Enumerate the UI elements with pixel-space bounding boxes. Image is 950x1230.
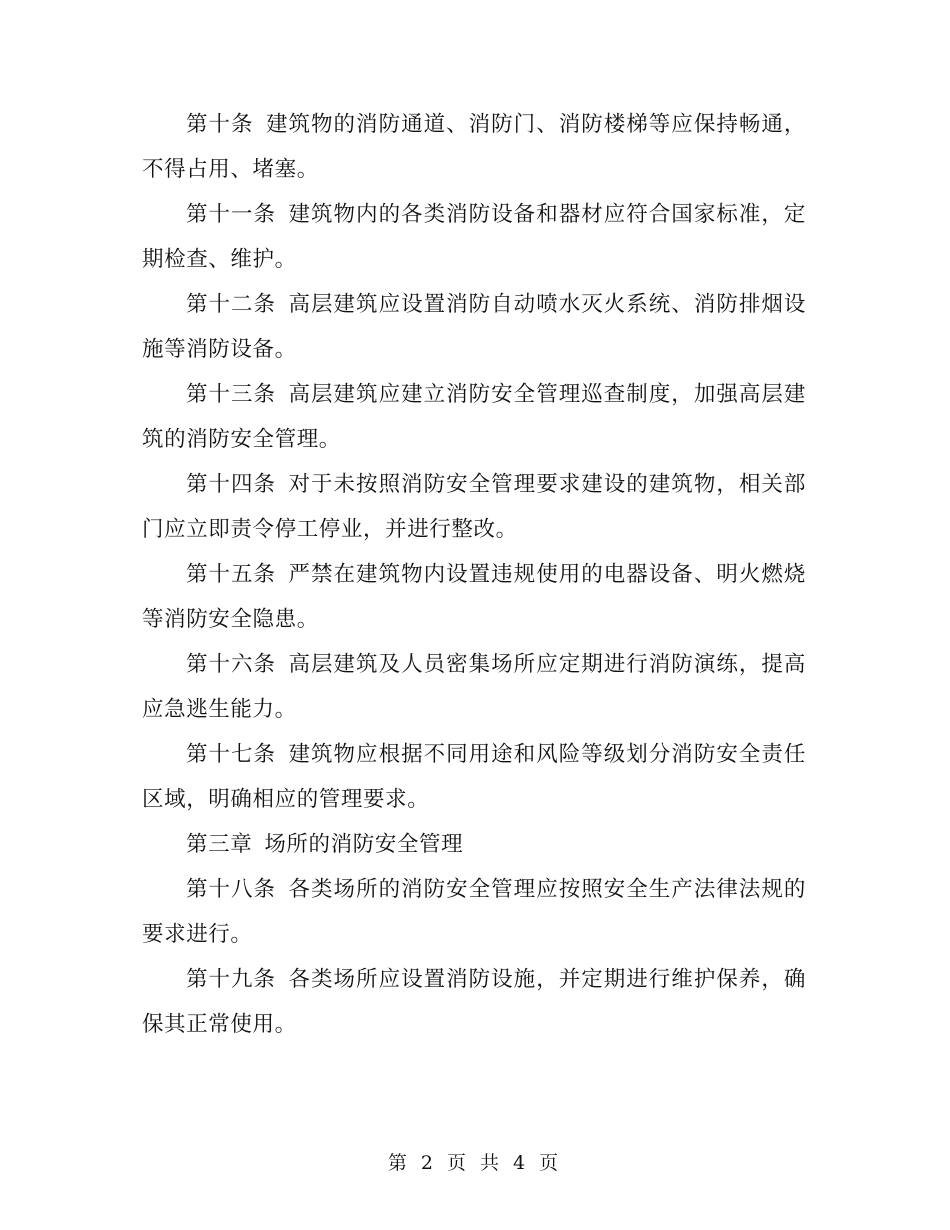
article-17 [142,732,806,822]
article-label: 第十二条 [186,292,277,317]
article-label: 第十四条 [186,472,277,497]
article-label: 第十五条 [186,562,277,587]
article-14 [142,462,806,552]
article-text: 各类场所应设置消防设施，并定期进行维护保养，确保其正常使用。 [142,967,806,1037]
document-body [142,102,806,1047]
article-label: 第十七条 [186,742,277,767]
article-label: 第十一条 [186,202,277,227]
article-label: 第十九条 [186,967,277,992]
article-text: 建筑物应根据不同用途和风险等级划分消防安全责任区域，明确相应的管理要求。 [142,742,806,812]
article-16 [142,642,806,732]
article-text: 高层建筑应设置消防自动喷水灭火系统、消防排烟设施等消防设备。 [142,292,806,362]
article-13 [142,372,806,462]
article-label: 第十三条 [186,382,277,407]
article-text: 高层建筑及人员密集场所应定期进行消防演练，提高应急逃生能力。 [142,652,806,722]
article-text: 各类场所的消防安全管理应按照安全生产法律法规的要求进行。 [142,877,806,947]
article-11 [142,192,806,282]
article-label: 第十六条 [186,652,277,677]
article-18 [142,867,806,957]
article-text: 建筑物的消防通道、消防门、消防楼梯等应保持畅通，不得占用、堵塞。 [142,112,806,182]
article-text: 建筑物内的各类消防设备和器材应符合国家标准，定期检查、维护。 [142,202,806,272]
article-10 [142,102,806,192]
article-text: 对于未按照消防安全管理要求建设的建筑物，相关部门应立即责令停工停业，并进行整改。 [142,472,806,542]
article-19 [142,957,806,1047]
chapter-title: 场所的消防安全管理 [264,832,464,857]
chapter-label: 第三章 [186,832,253,857]
article-label: 第十八条 [186,877,277,902]
article-text: 严禁在建筑物内设置违规使用的电器设备、明火燃烧等消防安全隐患。 [142,562,806,632]
article-15 [142,552,806,642]
chapter-heading [142,822,806,867]
article-label: 第十条 [186,112,254,137]
page-number-footer: 第 2 页 共 4 页 [387,1152,563,1174]
article-12 [142,282,806,372]
article-text: 高层建筑应建立消防安全管理巡查制度，加强高层建筑的消防安全管理。 [142,382,806,452]
